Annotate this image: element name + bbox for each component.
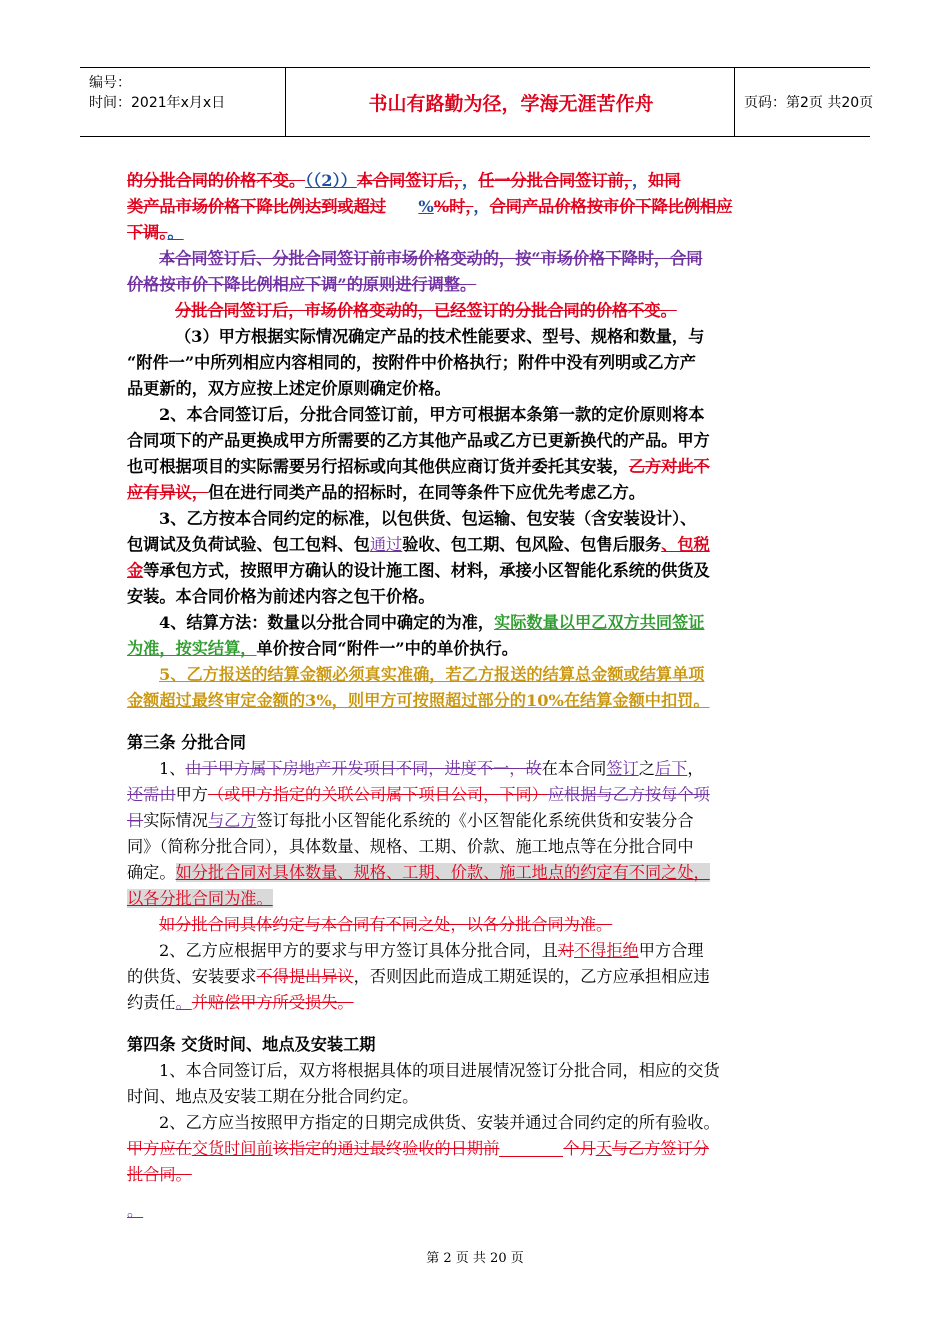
text-line: “附件一”中所列相应内容相同的，按附件中价格执行；附件中没有列明或乙方产 xyxy=(127,353,696,372)
text-line: 金等承包方式，按照甲方确认的设计施工图、材料，承接小区智能化系统的供货及 xyxy=(127,561,710,580)
text-line: 批合同。 xyxy=(127,1165,192,1184)
text-line: 3、乙方按本合同约定的标准，以包供货、包运输、包安装（含安装设计）、 xyxy=(159,509,697,528)
text-line: 价格按市价下降比例相应下调”的原则进行调整。 xyxy=(127,275,477,294)
section-heading-article-4: 第四条 交货时间、地点及安装工期 xyxy=(127,1035,376,1054)
text-line: 时间、地点及安装工期在分批合同约定。 xyxy=(127,1087,419,1106)
text-line: 5、乙方报送的结算金额必须真实准确，若乙方报送的结算总金额或结算单项 xyxy=(159,665,705,684)
text-line: 4、结算方法：数量以分批合同中确定的为准，实际数量以甲乙双方共同签证 xyxy=(159,613,705,632)
page-header xyxy=(80,67,874,137)
text-line: 同》（简称分批合同），具体数量、规格、工期、价款、施工地点等在分批合同中 xyxy=(127,837,694,856)
text-line: 以各分批合同为准。 xyxy=(127,889,273,908)
text-line: 安装。本合同价格为前述内容之包干价格。 xyxy=(127,587,435,606)
text-line: 应有异议，但在进行同类产品的招标时，在同等条件下应优先考虑乙方。 xyxy=(127,483,645,502)
text-line: 的分批合同的价格不变。（（2））本合同签订后，，任一分批合同签订前，，如同 xyxy=(127,171,681,190)
text-line: 还需由甲方（或甲方指定的关联公司属下项目公司，下同）应根据与乙方按每个项 xyxy=(127,785,710,804)
text-line: 下调。。 xyxy=(127,223,184,242)
text-line: 为准，按实结算，单价按合同“附件一”中的单价执行。 xyxy=(127,639,518,658)
text-line: 的供货、安装要求不得提出异议，否则因此而造成工期延误的，乙方应承担相应违 xyxy=(127,967,710,986)
text-line: 2、本合同签订后，分批合同签订前，甲方可根据本条第一款的定价原则将本 xyxy=(159,405,705,424)
text-line: 金额超过最终审定金额的3%，则甲方可按照超过部分的10%在结算金额中扣罚。 xyxy=(127,691,710,710)
text-line: 分批合同签订后，市场价格变动的，已经签订的分批合同的价格不变。 xyxy=(175,301,677,320)
section-heading-article-3: 第三条 分批合同 xyxy=(127,733,246,752)
text-line: 合同项下的产品更换成甲方所需要的乙方其他产品或乙方已更新换代的产品。甲方 xyxy=(127,431,710,450)
text-line: 。 xyxy=(127,1201,144,1220)
text-line: 如分批合同具体约定与本合同有不同之处，以各分批合同为准。 xyxy=(159,915,613,934)
text-line: 约责任。并赔偿甲方所受损失。 xyxy=(127,993,354,1012)
blank-line xyxy=(499,1140,563,1157)
text-line: 类产品市场价格下降比例达到或超过 %%时，，合同产品价格按市价下降比例相应 xyxy=(127,197,733,216)
header-motto: 书山有路勤为径，学海无涯苦作舟 xyxy=(368,93,654,115)
document-date-label: 时间：2021年x月x日 xyxy=(89,95,226,111)
text-line: 确定。如分批合同对具体数量、规格、工期、价款、施工地点的约定有不同之处， xyxy=(127,863,710,882)
text-line: 也可根据项目的实际需要另行招标或向其他供应商订货并委托其安装，乙方对此不 xyxy=(127,457,710,476)
header-page-number: 页码：第2页 共20页 xyxy=(744,95,874,111)
text-line: 本合同签订后、分批合同签订前市场价格变动的，按“市场价格下降时，合同 xyxy=(159,249,703,268)
header-middle-cell xyxy=(285,68,735,136)
text-line: 1、本合同签订后，双方将根据具体的项目进展情况签订分批合同，相应的交货 xyxy=(159,1061,720,1080)
document-number-label: 编号： xyxy=(89,75,131,91)
text-line: 甲方应在交货时间前该指定的通过最终验收的日期前 个月天与乙方签订分 xyxy=(127,1139,709,1158)
page-footer: 第 2 页 共 20 页 xyxy=(426,1251,524,1266)
text-line: 2、乙方应当按照甲方指定的日期完成供货、安装并通过合同约定的所有验收。 xyxy=(159,1113,720,1132)
text-line: （3）甲方根据实际情况确定产品的技术性能要求、型号、规格和数量，与 xyxy=(175,327,705,346)
text-line: 包调试及负荷试验、包工包料、包通过验收、包工期、包风险、包售后服务、包税 xyxy=(127,535,710,554)
text-line: 2、乙方应根据甲方的要求与甲方签订具体分批合同，且对不得拒绝甲方合理 xyxy=(159,941,704,960)
text-line: 品更新的，双方应按上述定价原则确定价格。 xyxy=(127,379,451,398)
text-line: 目实际情况与乙方签订每批小区智能化系统的《小区智能化系统供货和安装分合 xyxy=(127,811,694,830)
header-right-cell xyxy=(735,68,874,136)
text-line: 1、由于甲方属下房地产开发项目不同，进度不一，故在本合同签订之后下， xyxy=(159,759,704,778)
header-left-cell xyxy=(80,68,285,136)
